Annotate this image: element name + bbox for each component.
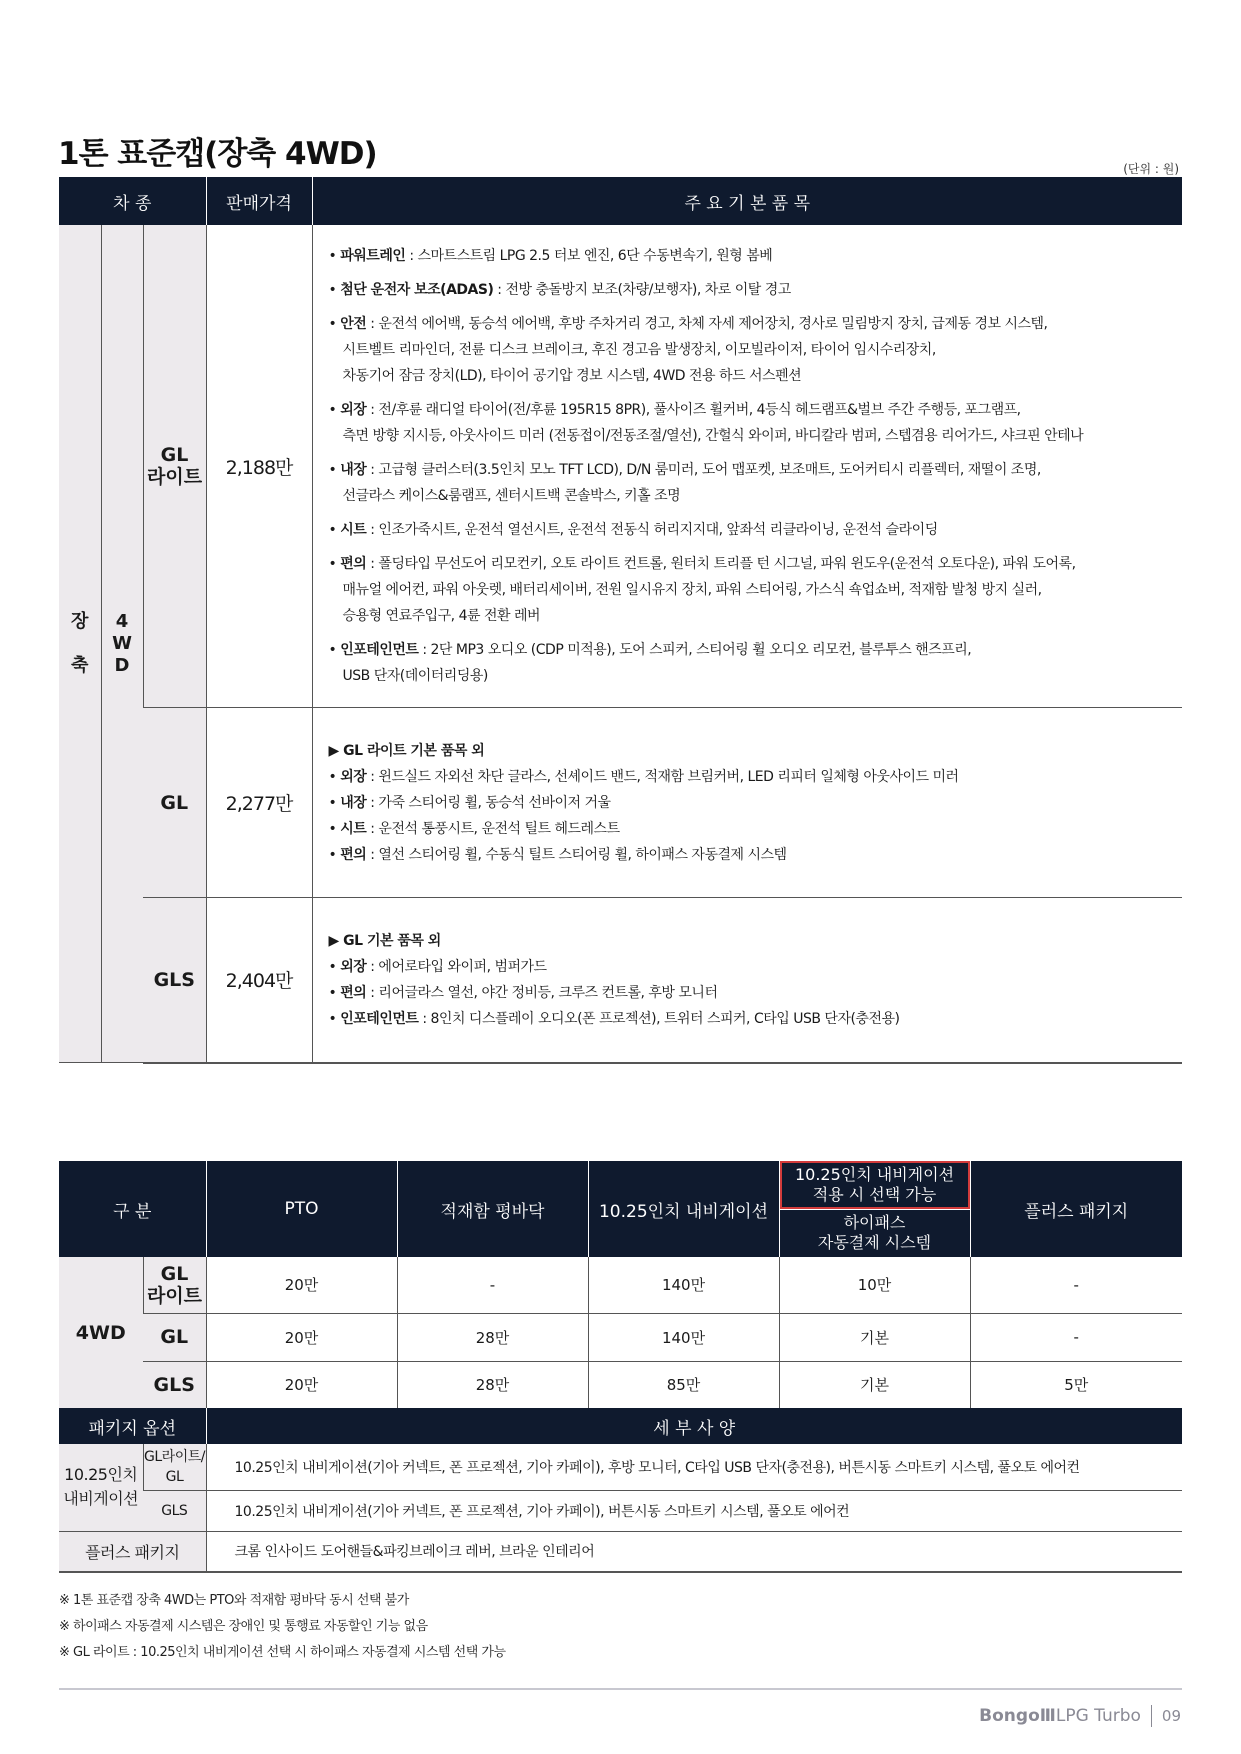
feature-line: • 파워트레인 : 스마트스트림 LPG 2.5 터보 엔진, 6단 수동변속기, 원형 봄베	[328, 248, 773, 264]
note: ※ 하이패스 자동결제 시스템은 장애인 및 통행료 자동할인 기능 없음	[59, 1619, 428, 1634]
opt-cell: 5만	[970, 1361, 1182, 1409]
header-package: 패키지 옵션	[59, 1408, 206, 1444]
footer	[979, 1705, 1181, 1727]
features-gls	[312, 898, 1182, 1063]
feature-line: • 시트 : 인조가죽시트, 운전석 열선시트, 운전석 전동식 허리지지대, 앞좌석 리클라이닝, 운전석 슬라이딩	[328, 522, 938, 538]
footer-brand: BongoⅢ	[979, 1706, 1056, 1726]
feature-line: • 인포테인먼트 : 2단 MP3 오디오 (CDP 미적용), 도어 스피커, 스티어링 휠 오디오 리모컨, 블루투스 핸즈프리,	[328, 642, 972, 658]
features-gl-lite	[312, 225, 1182, 708]
nav-select-note: 10.25인치 내비게이션 적용 시 선택 가능	[780, 1161, 970, 1209]
pkg-nav-label: 10.25인치 내비게이션	[59, 1444, 143, 1531]
price-gl: 2,277만	[206, 708, 312, 898]
package-option-table	[59, 1408, 1182, 1573]
price-gl-lite: 2,188만	[206, 225, 312, 708]
feature-line: • 편의 : 리어글라스 열선, 야간 정비등, 크루즈 컨트롤, 후방 모니터	[328, 984, 718, 1001]
feature-line: • 외장 : 윈드실드 자외선 차단 글라스, 선셰이드 밴드, 적재함 브림커버, LED 리피터 일체형 아웃사이드 미러	[328, 768, 959, 785]
header-plus: 플러스 패키지	[970, 1161, 1182, 1257]
trim-gls: GLS	[143, 898, 206, 1063]
feature-line: • 인포테인먼트 : 8인치 디스플레이 오디오(폰 프로젝션), 트위터 스피커, C타입 USB 단자(충전용)	[328, 1010, 900, 1027]
feature-line: 측면 방향 지시등, 아웃사이드 미러 (전동접이/전동조절/열선), 간헐식 와이퍼, 바디칼라 범퍼, 스텝겸용 리어가드, 샤크핀 안테나	[342, 428, 1084, 444]
opt-trim-gls: GLS	[143, 1361, 206, 1409]
opt-cell: 140만	[588, 1257, 779, 1313]
page-title: 1톤 표준캡(장축 4WD)	[58, 136, 377, 172]
features-gl	[312, 708, 1182, 898]
opt-cell: 기본	[779, 1313, 970, 1361]
group-4wd-option: 4WD	[59, 1257, 143, 1409]
pkg-plus-label: 플러스 패키지	[59, 1531, 206, 1572]
feature-line: • 외장 : 전/후륜 래디얼 타이어(전/후륜 195R15 8PR), 풀사이즈 휠커버, 4등식 헤드램프&벌브 주간 주행등, 포그램프,	[328, 402, 1021, 418]
trim-gl: GL	[143, 708, 206, 898]
group-4wd: 4 W D	[101, 225, 143, 1063]
header-model: 차 종	[59, 177, 206, 225]
header-nav: 10.25인치 내비게이션	[588, 1161, 779, 1257]
feature-heading: ▶ GL 기본 품목 외	[328, 932, 441, 949]
feature-line: • 편의 : 열선 스티어링 휠, 수동식 틸트 스티어링 휠, 하이패스 자동결제 시스템	[328, 846, 787, 863]
opt-cell: 20만	[206, 1313, 397, 1361]
footer-separator	[1151, 1705, 1152, 1727]
opt-cell: 기본	[779, 1361, 970, 1409]
feature-line: 선글라스 케이스&룸램프, 센터시트백 콘솔박스, 키홀 조명	[342, 488, 681, 504]
feature-line: • 안전 : 운전석 에어백, 동승석 에어백, 후방 주차거리 경고, 차체 자세 제어장치, 경사로 밀림방지 장치, 급제동 경보 시스템,	[328, 316, 1048, 332]
opt-cell: 28만	[397, 1361, 588, 1409]
footer-divider	[59, 1688, 1182, 1690]
header-category: 구 분	[59, 1161, 206, 1257]
feature-heading: ▶ GL 라이트 기본 품목 외	[328, 742, 485, 759]
feature-line: 매뉴얼 에어컨, 파워 아웃렛, 배터리세이버, 전원 일시유지 장치, 파워 스티어링, 가스식 쇽업쇼버, 적재함 발청 방지 실러,	[342, 582, 1042, 598]
pkg-plus-desc: 크롬 인사이드 도어핸들&파킹브레이크 레버, 브라운 인테리어	[206, 1531, 1182, 1572]
opt-cell: 28만	[397, 1313, 588, 1361]
opt-trim-gl-lite: GL 라이트	[143, 1257, 206, 1313]
feature-line: 시트벨트 리마인더, 전륜 디스크 브레이크, 후진 경고음 발생장치, 이모빌라이저, 타이어 임시수리장치,	[342, 342, 936, 358]
opt-cell: 10만	[779, 1257, 970, 1313]
feature-line: • 외장 : 에어로타입 와이퍼, 범퍼가드	[328, 958, 547, 975]
option-price-table	[59, 1161, 1182, 1410]
feature-line: • 시트 : 운전석 통풍시트, 운전석 틸트 헤드레스트	[328, 820, 620, 837]
note: ※ GL 라이트 : 10.25인치 내비게이션 선택 시 하이패스 자동결제 시스템 선택 가능	[59, 1645, 506, 1660]
opt-cell: 20만	[206, 1361, 397, 1409]
header-hipass-group	[779, 1161, 970, 1257]
header-pto: PTO	[206, 1161, 397, 1257]
pkg-trim-gl: GL라이트/ GL	[143, 1444, 206, 1490]
feature-line: • 내장 : 가죽 스티어링 휠, 동승석 선바이저 거울	[328, 794, 611, 811]
feature-line: • 편의 : 폴딩타입 무선도어 리모컨키, 오토 라이트 컨트롤, 원터치 트리플 턴 시그널, 파워 윈도우(운전석 오토다운), 파워 도어록,	[328, 556, 1076, 572]
pkg-desc-gls: 10.25인치 내비게이션(기아 커넥트, 폰 프로젝션, 기아 카페이), 버튼시동 스마트키 시스템, 풀오토 에어컨	[206, 1490, 1182, 1531]
note: ※ 1톤 표준캡 장축 4WD는 PTO와 적재함 평바닥 동시 선택 불가	[59, 1593, 409, 1608]
header-flatbed: 적재함 평바닥	[397, 1161, 588, 1257]
unit-label: (단위 : 원)	[1123, 162, 1179, 176]
opt-cell: 85만	[588, 1361, 779, 1409]
trim-gl-lite: GL 라이트	[143, 225, 206, 708]
header-price: 판매가격	[206, 177, 312, 225]
page-number: 09	[1161, 1707, 1181, 1725]
opt-cell: -	[970, 1313, 1182, 1361]
opt-cell: 20만	[206, 1257, 397, 1313]
opt-cell: 140만	[588, 1313, 779, 1361]
opt-trim-gl: GL	[143, 1313, 206, 1361]
header-features: 주 요 기 본 품 목	[312, 177, 1182, 225]
opt-cell: -	[970, 1257, 1182, 1313]
pkg-trim-gls: GLS	[143, 1490, 206, 1531]
price-gls: 2,404만	[206, 898, 312, 1063]
feature-line: USB 단자(데이터리딩용)	[342, 668, 488, 684]
trim-price-table	[59, 177, 1182, 1064]
footnotes	[59, 1588, 506, 1666]
pkg-desc-gl: 10.25인치 내비게이션(기아 커넥트, 폰 프로젝션, 기아 카페이), 후방 모니터, C타입 USB 단자(충전용), 버튼시동 스마트키 시스템, 풀오토 에어컨	[206, 1444, 1182, 1490]
header-detail: 세 부 사 양	[206, 1408, 1182, 1444]
feature-line: • 첨단 운전자 보조(ADAS) : 전방 충돌방지 보조(차량/보행자), 차로 이탈 경고	[328, 282, 791, 298]
feature-line: • 내장 : 고급형 클러스터(3.5인치 모노 TFT LCD), D/N 룸미러, 도어 맵포켓, 보조매트, 도어커티시 리플렉터, 재떨이 조명,	[328, 462, 1041, 478]
feature-line: 승용형 연료주입구, 4륜 전환 레버	[342, 608, 541, 624]
footer-model: LPG Turbo	[1055, 1706, 1141, 1726]
header-hipass: 하이패스 자동결제 시스템	[780, 1209, 970, 1255]
opt-cell: -	[397, 1257, 588, 1313]
feature-line: 차동기어 잠금 장치(LD), 타이어 공기압 경보 시스템, 4WD 전용 하드 서스펜션	[342, 368, 802, 384]
group-long-wheelbase: 장 축	[59, 225, 101, 1063]
